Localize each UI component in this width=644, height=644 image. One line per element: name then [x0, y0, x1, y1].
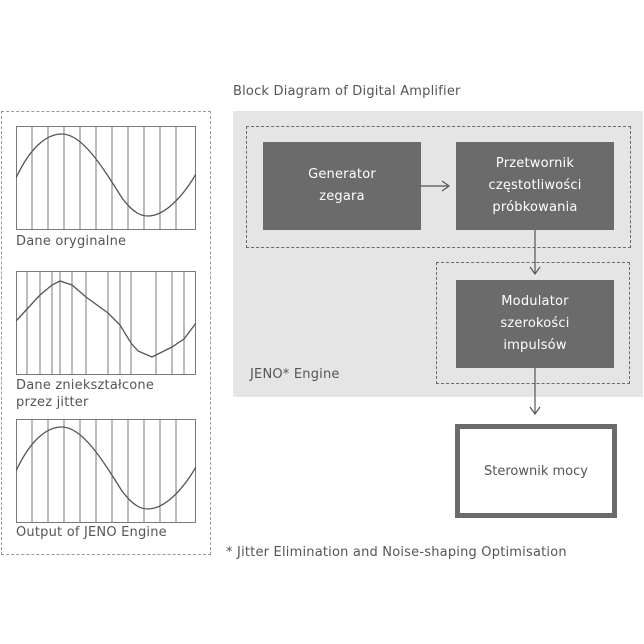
modulator-line3: impulsów: [503, 338, 567, 353]
converter-line3: próbkowania: [492, 200, 578, 215]
footnote: * Jitter Elimination and Noise-shaping Optimisation: [226, 545, 567, 560]
caption-output: Output of JENO Engine: [16, 525, 167, 540]
converter-line1: Przetwornik: [495, 156, 575, 171]
caption-original: Dane oryginalne: [16, 234, 127, 249]
clock-generator-line1: Generator: [308, 167, 376, 182]
modulator-line1: Modulator: [501, 294, 569, 309]
modulator-line2: szerokości: [500, 316, 570, 331]
caption-jitter-line2: przez jitter: [16, 395, 89, 410]
converter-line2: częstotliwości: [488, 178, 582, 193]
diagram-title: Block Diagram of Digital Amplifier: [233, 84, 461, 99]
power-driver-label: Sterownik mocy: [484, 463, 588, 479]
clock-generator-line2: zegara: [319, 189, 365, 204]
engine-label: JENO* Engine: [250, 367, 340, 382]
caption-jitter-line1: Dane zniekształcone: [16, 378, 155, 393]
